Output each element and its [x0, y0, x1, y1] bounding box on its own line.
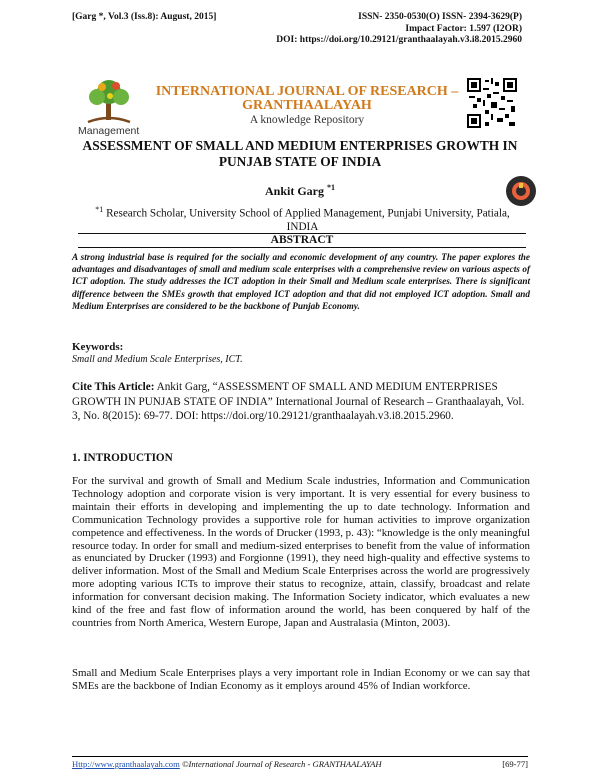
- footer-divider: [72, 756, 528, 757]
- journal-name-line2: GRANTHAALAYAH: [242, 98, 372, 113]
- citation-block: [72, 380, 530, 424]
- bookmark-icon: [506, 176, 536, 206]
- impact-factor: Impact Factor: 1.597 (I2OR): [405, 23, 522, 34]
- author-superscript: *1: [327, 183, 335, 192]
- affiliation-superscript: *1: [95, 205, 104, 214]
- tree-logo-icon: [82, 76, 136, 126]
- reader-badge-icon[interactable]: [506, 176, 536, 206]
- abstract-heading: ABSTRACT: [78, 233, 526, 248]
- affiliation-text: Research Scholar, University School of Applied Management, Punjabi University, Patiala, INDIA: [103, 207, 510, 234]
- page-range: [69-77]: [502, 759, 528, 769]
- intro-paragraph-2: Small and Medium Scale Enterprises plays a very important role in Indian Economy or we can say that SMEs are the backbone of Indian Economy as it employs around 45% of Indian workforce.: [72, 667, 530, 692]
- paper-title-line2: PUNJAB STATE OF INDIA: [218, 154, 382, 169]
- journal-tagline: A knowledge Repository: [249, 114, 365, 126]
- paper-title: [70, 138, 530, 170]
- paper-title-line1: ASSESSMENT OF SMALL AND MEDIUM ENTERPRISES GROWTH IN: [82, 138, 518, 153]
- citation-text: Ankit Garg, “ASSESSMENT OF SMALL AND MEDIUM ENTERPRISES GROWTH IN PUNJAB STATE OF INDIA” International Journal of Research – Granthaalayah, Vol. 3, No. 8(2015): 69-77. DOI: https://doi.org/10.29121/granthaalayah.v3.i8.2015.2960.: [72, 381, 525, 423]
- abstract-text: A strong industrial base is required for the socially and economic development of any country. The paper explores the advantages and disadvantages of small and medium scale enterprises with a comprehensive review on various aspects of ICT adoption. The study addresses the ICT adoption in their Small and Medium scale enterprises. There is significant difference between the SMEs growth that employed ICT adoption and that did not employed ICT adoption. Small and Medium Enterprises are considered to be the backbone of Punjab Economy.: [72, 252, 530, 311]
- running-header-right: [276, 12, 522, 47]
- footer-journal-name: ©International Journal of Research - GRANTHAALAYAH: [179, 759, 382, 769]
- author-name-text: Ankit Garg: [264, 184, 324, 198]
- doi-line: DOI: https://doi.org/10.29121/granthaalayah.v3.i8.2015.2960: [276, 35, 522, 45]
- journal-name-line1: INTERNATIONAL JOURNAL OF RESEARCH –: [155, 84, 459, 99]
- keywords-text: Small and Medium Scale Enterprises, ICT.: [72, 354, 243, 365]
- logo-caption: Management: [78, 125, 140, 137]
- page-footer: [72, 759, 528, 769]
- author-affiliation: [80, 203, 525, 235]
- keywords-heading: Keywords:: [72, 341, 124, 353]
- running-header-left: [Garg *, Vol.3 (Iss.8): August, 2015]: [72, 12, 217, 22]
- qr-code-icon: [467, 78, 517, 128]
- intro-paragraph-1: For the survival and growth of Small and Medium Scale industries, Information and Communication Technology adoption and corporate vision is very important. It is very essential for every business to maintain their efforts in developing and implementing the up to date technology. Information and Communication Technology provides a supportive role for human activities to improve organization competence and effectiveness. In the words of Drucker (1993, p. 43): “knowledge is the only meaningful resource today. In order for small and medium-sized enterprises to benefit from the value of information as enunciated by Drucker (1993) and Forgionne (1991), they need high-quality and effective systems to deliver information. Most of the Small and Medium Scale Enterprises across the world are progressively more adopting various ICTs to improve their status to recognize, attain, classify, broadcast and relate information for conversant decision making. The Information Society indicator, which evaluates a new kind of the free and fast flow of information around the world, has been conquered by half of the countries from North America, Western Europe, Japan and Australasia (Minton, 2003).: [72, 475, 530, 629]
- author-name: [70, 183, 530, 199]
- journal-name: [150, 85, 464, 127]
- section-heading-introduction: 1. INTRODUCTION: [72, 452, 173, 464]
- issn-line: ISSN- 2350-0530(O) ISSN- 2394-3629(P): [358, 12, 522, 22]
- journal-website-link[interactable]: Http://www.granthaalayah.com: [72, 759, 180, 769]
- citation-label: Cite This Article:: [72, 381, 155, 393]
